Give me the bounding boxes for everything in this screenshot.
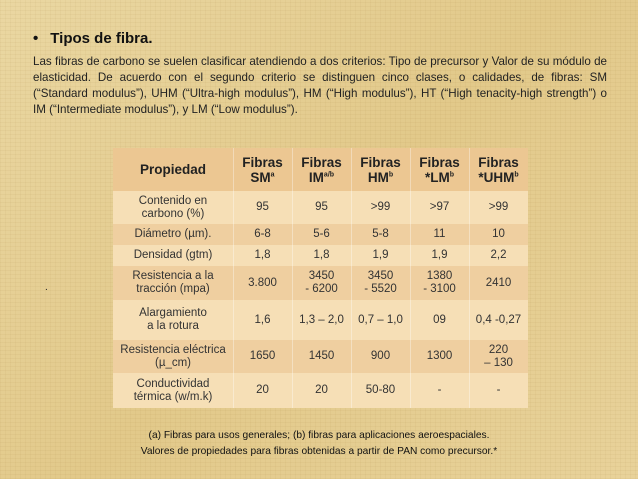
property-label xyxy=(134,378,213,404)
value-cell xyxy=(410,266,469,300)
value-cell xyxy=(292,340,351,373)
header-label xyxy=(140,162,206,177)
header-cell xyxy=(233,148,292,191)
value-line: >99 xyxy=(370,201,391,213)
value-label xyxy=(364,270,397,296)
value-cell xyxy=(292,373,351,408)
header-cell xyxy=(113,148,233,191)
property-label xyxy=(120,344,225,370)
table-row xyxy=(113,373,528,408)
header-label xyxy=(301,155,342,185)
header-cell xyxy=(410,148,469,191)
value-cell xyxy=(292,245,351,266)
value-cell xyxy=(233,300,292,340)
property-cell xyxy=(113,245,233,266)
header-main: Fibras xyxy=(478,154,519,170)
value-label xyxy=(371,201,391,214)
value-label xyxy=(248,277,277,290)
header-sup: a xyxy=(270,171,275,178)
value-cell xyxy=(292,191,351,224)
value-cell xyxy=(351,224,410,245)
value-line: 1450 xyxy=(308,350,335,362)
column-divider xyxy=(351,148,352,408)
value-line: 1,6 xyxy=(254,313,271,326)
property-line: a la rotura xyxy=(147,320,199,332)
value-cell xyxy=(233,245,292,266)
value-line: 1380 xyxy=(426,270,453,282)
table-row xyxy=(113,340,528,373)
value-cell xyxy=(351,373,410,408)
property-label xyxy=(134,249,213,262)
header-cell xyxy=(351,148,410,191)
value-line: 95 xyxy=(256,201,269,213)
value-cell xyxy=(410,191,469,224)
value-label xyxy=(255,249,271,262)
header-sup: b xyxy=(514,171,519,178)
value-label xyxy=(254,228,271,241)
value-line: - 5520 xyxy=(364,283,397,295)
value-label xyxy=(313,228,330,241)
header-label xyxy=(242,155,283,185)
value-line: 3450 xyxy=(367,270,394,282)
header-sub: *UHM xyxy=(478,169,515,185)
value-label xyxy=(489,201,509,214)
caption-footnote: (a) Fibras para usos generales; (b) fibras para aplicaciones aeroespaciales. xyxy=(148,430,490,441)
property-cell xyxy=(113,373,233,408)
table-row xyxy=(113,224,528,245)
header-cell xyxy=(292,148,351,191)
property-line: tracción (mpa) xyxy=(136,283,210,295)
value-line: 3450 xyxy=(308,270,335,282)
value-cell xyxy=(292,266,351,300)
property-line: Conductividad xyxy=(136,377,210,390)
property-line: carbono (%) xyxy=(141,207,205,220)
value-line: 0,4 -0,27 xyxy=(475,313,522,326)
value-line: 220 xyxy=(488,343,509,356)
value-cell xyxy=(410,340,469,373)
value-label xyxy=(484,344,513,370)
header-main: Fibras xyxy=(301,154,342,170)
property-label xyxy=(132,270,213,296)
value-label xyxy=(256,201,269,214)
value-label xyxy=(373,249,389,262)
header-main: Fibras xyxy=(419,154,460,170)
property-cell xyxy=(113,300,233,340)
value-line: 1650 xyxy=(249,350,276,362)
property-line: Diámetro (µm). xyxy=(134,228,212,240)
table-header-row xyxy=(113,148,528,191)
value-cell xyxy=(351,340,410,373)
value-cell xyxy=(351,300,410,340)
value-cell xyxy=(233,373,292,408)
value-label xyxy=(305,270,338,296)
value-line: - xyxy=(437,384,442,396)
value-line: 1,3 – 2,0 xyxy=(299,313,344,326)
value-label xyxy=(250,350,276,363)
properties-table xyxy=(113,148,528,408)
value-label xyxy=(358,314,403,327)
header-sub: *LM xyxy=(424,169,450,185)
value-cell xyxy=(292,300,351,340)
value-label xyxy=(366,384,395,397)
value-label xyxy=(486,277,512,290)
value-cell xyxy=(233,191,292,224)
value-line: 1300 xyxy=(426,350,453,362)
value-line: 5-6 xyxy=(313,228,330,240)
property-line: Contenido en xyxy=(138,194,208,207)
value-line: 11 xyxy=(433,228,446,240)
value-line: 1,8 xyxy=(313,249,330,261)
value-label xyxy=(434,228,446,241)
value-label xyxy=(255,314,271,327)
value-label xyxy=(427,350,453,363)
value-line: 3.800 xyxy=(248,276,277,289)
property-label xyxy=(139,195,207,221)
value-label xyxy=(315,384,328,397)
header-sup: a/b xyxy=(323,171,335,178)
header-label xyxy=(478,155,519,185)
value-line: - xyxy=(496,384,501,396)
property-cell xyxy=(113,191,233,224)
property-line: Resistencia eléctrica xyxy=(120,343,226,356)
value-line: 95 xyxy=(315,201,328,213)
stray-dot: . xyxy=(45,282,48,293)
header-sub: HM xyxy=(367,169,389,185)
header-sub: IM xyxy=(308,169,324,185)
value-line: 2410 xyxy=(485,276,512,289)
header-label xyxy=(360,155,401,185)
value-line: 10 xyxy=(492,228,505,240)
value-cell xyxy=(469,300,528,340)
value-label xyxy=(314,249,330,262)
value-line: 0,7 – 1,0 xyxy=(358,313,403,326)
property-label xyxy=(135,228,212,241)
header-main: Fibras xyxy=(242,154,283,170)
value-line: - 6200 xyxy=(305,283,338,295)
value-line: 09 xyxy=(433,313,446,326)
value-line: >99 xyxy=(488,201,509,213)
value-label xyxy=(430,201,450,214)
value-cell xyxy=(233,340,292,373)
value-cell xyxy=(292,224,351,245)
value-label xyxy=(315,201,328,214)
value-label xyxy=(438,384,442,397)
value-cell xyxy=(351,245,410,266)
value-cell xyxy=(410,245,469,266)
table-row xyxy=(113,245,528,266)
caption-source: Valores de propiedades para fibras obtenidas a partir de PAN como precursor.* xyxy=(140,446,498,457)
table-row xyxy=(113,191,528,224)
value-line: >97 xyxy=(429,201,450,213)
property-cell xyxy=(113,224,233,245)
value-line: 900 xyxy=(370,350,391,362)
property-line: Resistencia a la xyxy=(132,270,214,282)
property-line: Alargamiento xyxy=(139,307,207,319)
header-cell xyxy=(469,148,528,191)
heading-title: Tipos de fibra. xyxy=(50,30,153,47)
slide-heading xyxy=(33,30,153,47)
column-divider xyxy=(410,148,411,408)
value-label xyxy=(299,314,344,327)
property-line: térmica (w/m.k) xyxy=(133,390,213,403)
value-label xyxy=(491,249,507,262)
bullet: • xyxy=(33,30,39,47)
value-label xyxy=(309,350,335,363)
table-row xyxy=(113,266,528,300)
column-divider xyxy=(292,148,293,408)
value-label xyxy=(372,228,389,241)
value-label xyxy=(433,314,446,327)
value-label xyxy=(371,350,390,363)
value-cell xyxy=(469,224,528,245)
value-line: 50-80 xyxy=(365,384,396,396)
property-cell xyxy=(113,266,233,300)
value-line: 1,8 xyxy=(254,249,271,261)
value-cell xyxy=(233,266,292,300)
value-line: 2,2 xyxy=(490,249,507,261)
value-label xyxy=(476,314,521,327)
value-cell xyxy=(469,191,528,224)
value-cell xyxy=(469,245,528,266)
column-divider xyxy=(469,148,470,408)
value-line: 1,9 xyxy=(372,249,389,261)
value-label xyxy=(432,249,448,262)
value-label xyxy=(492,228,505,241)
property-line: Densidad (gtm) xyxy=(133,249,213,261)
value-line: 20 xyxy=(256,384,269,396)
property-cell xyxy=(113,340,233,373)
intro-paragraph: Las fibras de carbono se suelen clasificar atendiendo a dos criterios: Tipo de precursor y Valor de su módulo de elasticidad. De acuerdo con el segundo criterio se distinguen cinco clases, o calidades, de fibras: SM (“Standard modulus”), UHM (“Ultra-high modulus”), HM (“High modulus”), HT (“High tenacity-high strength”) o IM (“Intermediate modulus”), y LM (“Low modulus”). xyxy=(33,55,607,116)
value-line: 1,9 xyxy=(431,249,448,261)
value-cell xyxy=(469,266,528,300)
value-cell xyxy=(351,191,410,224)
header-sup: b xyxy=(388,171,394,178)
value-cell xyxy=(410,373,469,408)
property-line: (µ_cm) xyxy=(154,356,191,369)
value-label xyxy=(497,384,501,397)
header-main: Fibras xyxy=(360,154,401,170)
header-sub: SM xyxy=(250,169,271,185)
value-label xyxy=(423,270,456,296)
value-line: 5-8 xyxy=(372,228,389,240)
value-cell xyxy=(469,340,528,373)
header-label xyxy=(419,155,460,185)
value-line: 6-8 xyxy=(254,228,271,240)
table-row xyxy=(113,300,528,340)
value-cell xyxy=(469,373,528,408)
column-divider xyxy=(233,148,234,408)
value-label xyxy=(256,384,269,397)
value-cell xyxy=(351,266,410,300)
value-cell xyxy=(410,300,469,340)
header-sup: b xyxy=(449,171,454,178)
value-line: – 130 xyxy=(484,356,513,369)
property-label xyxy=(139,307,207,333)
header-main: Propiedad xyxy=(139,162,206,177)
value-line: - 3100 xyxy=(423,283,456,295)
value-cell xyxy=(233,224,292,245)
value-cell xyxy=(410,224,469,245)
value-line: 20 xyxy=(315,384,328,396)
